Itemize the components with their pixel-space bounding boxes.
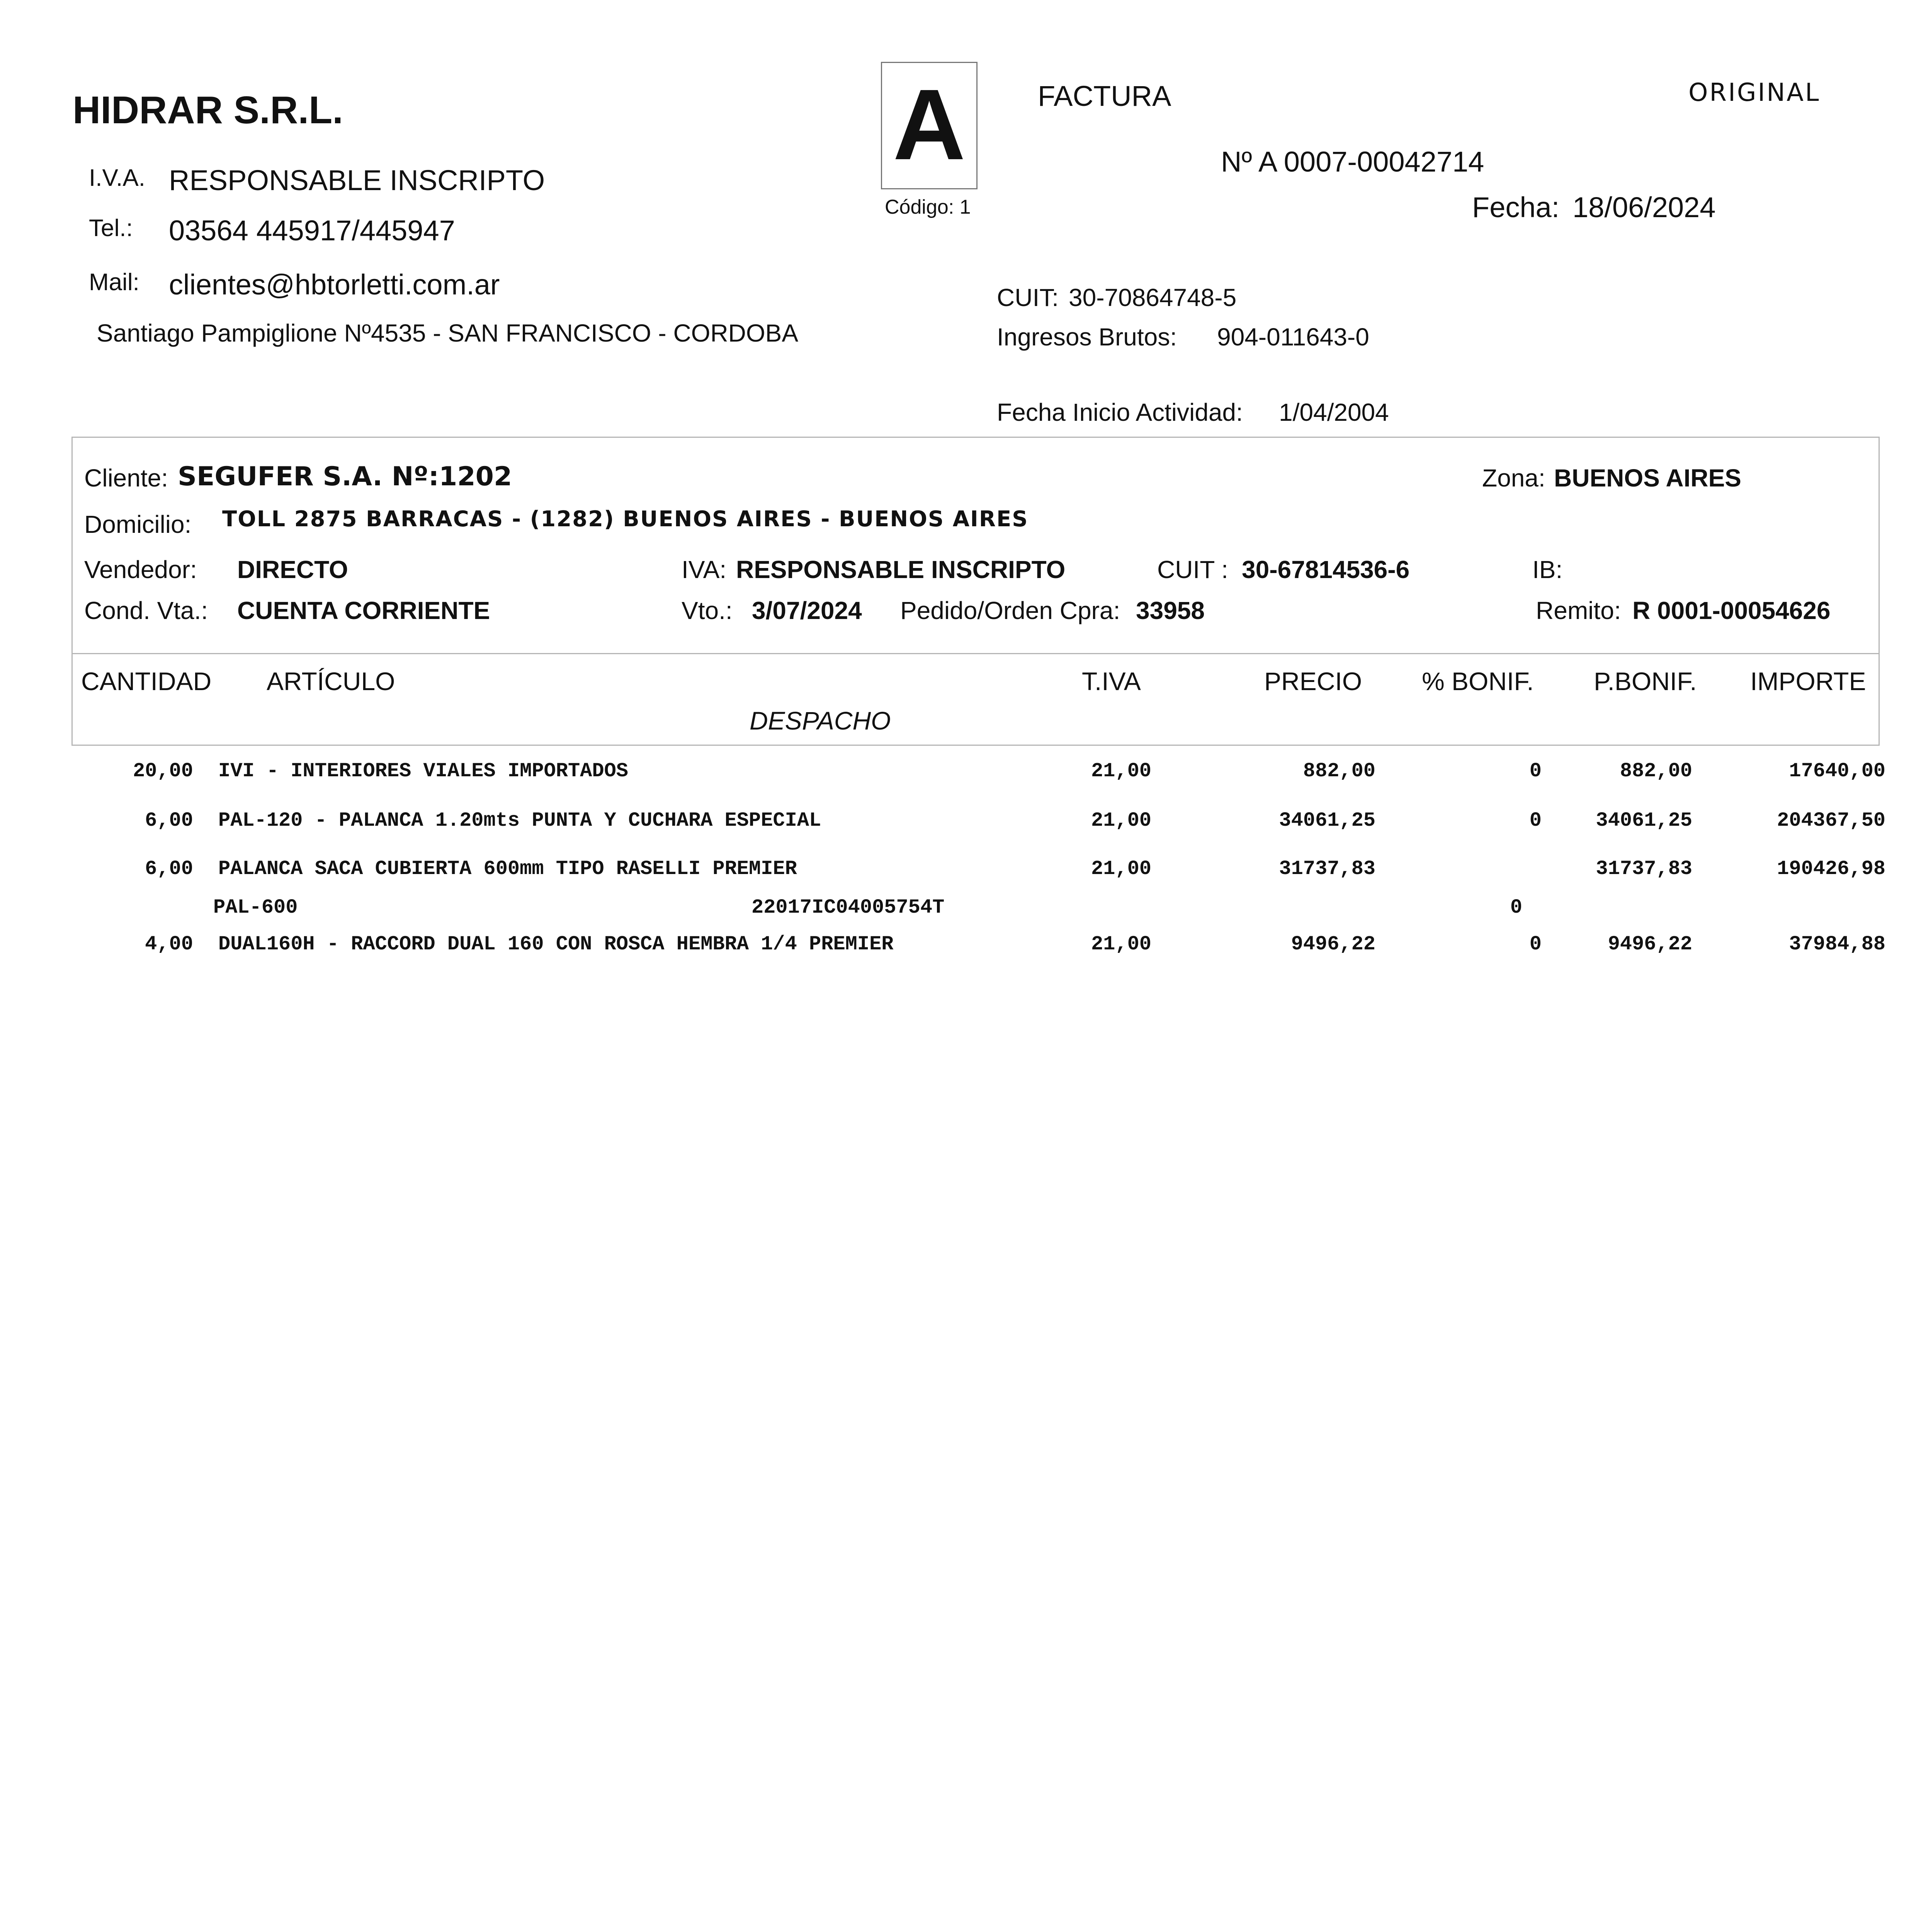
invoice-date-label: Fecha: (1472, 191, 1560, 223)
item-amount: 17640,00 (1789, 760, 1885, 782)
client-box-divider (71, 653, 1880, 654)
company-mail-label: Mail: (89, 269, 139, 296)
company-tel-value: 03564 445917/445947 (169, 214, 455, 247)
company-mail-value: clientes@hbtorletti.com.ar (169, 269, 500, 301)
item-amount: 204367,50 (1777, 809, 1885, 832)
invoice-number: Nº A 0007-00042714 (1221, 146, 1484, 178)
item-amount: 190426,98 (1777, 857, 1885, 880)
client-address: TOLL 2875 BARRACAS - (1282) BUENOS AIRES - BUENOS AIRES (222, 507, 1029, 532)
remito-label: Remito: (1536, 597, 1621, 624)
seller-label: Vendedor: (84, 556, 197, 583)
item-qty: 4,00 (145, 933, 193, 956)
address-label: Domicilio: (84, 510, 192, 538)
seller-value: DIRECTO (237, 556, 348, 583)
col-bonif: % BONIF. (1422, 667, 1534, 696)
remito-value: R 0001-00054626 (1632, 597, 1831, 624)
invoice-date-value: 18/06/2024 (1573, 191, 1716, 223)
item-qty: 6,00 (145, 809, 193, 832)
item-qty: 20,00 (133, 760, 193, 782)
item-price: 9496,22 (1291, 933, 1375, 956)
item-description: PAL-120 - PALANCA 1.20mts PUNTA Y CUCHARA ESPECIAL (218, 809, 821, 832)
item-pbonif: 882,00 (1620, 760, 1692, 782)
item-pbonif: 34061,25 (1596, 809, 1692, 832)
item-tiva: 21,00 (1091, 760, 1151, 782)
due-date-value: 3/07/2024 (752, 597, 862, 624)
item-price: 31737,83 (1279, 857, 1375, 880)
client-ib-label: IB: (1532, 556, 1563, 583)
payment-terms-label: Cond. Vta.: (84, 597, 208, 624)
col-precio: PRECIO (1264, 667, 1362, 696)
col-cantidad: CANTIDAD (81, 667, 212, 696)
activity-start-label: Fecha Inicio Actividad: (997, 398, 1243, 426)
col-tiva: T.IVA (1082, 667, 1141, 696)
client-cuit-value: 30-67814536-6 (1242, 556, 1410, 583)
client-label: Cliente: (84, 464, 168, 492)
company-iva-value: RESPONSABLE INSCRIPTO (169, 164, 545, 196)
item-bonif: 0 (1529, 809, 1542, 832)
item-price: 882,00 (1303, 760, 1375, 782)
invoice-title: FACTURA (1038, 80, 1171, 112)
order-value: 33958 (1136, 597, 1205, 624)
item-qty: 6,00 (145, 857, 193, 880)
zone-label: Zona: (1482, 464, 1545, 492)
col-importe: IMPORTE (1750, 667, 1866, 696)
item-sub-bonif: 0 (1510, 896, 1522, 919)
company-iva-label: I.V.A. (89, 165, 145, 191)
item-description: DUAL160H - RACCORD DUAL 160 CON ROSCA HEMBRA 1/4 PREMIER (218, 933, 894, 956)
item-tiva: 21,00 (1091, 857, 1151, 880)
invoice-letter: A (893, 69, 966, 181)
item-amount: 37984,88 (1789, 933, 1885, 956)
item-description: IVI - INTERIORES VIALES IMPORTADOS (218, 760, 628, 782)
seller-cuit-value: 30-70864748-5 (1069, 284, 1237, 311)
zone-value: BUENOS AIRES (1554, 464, 1741, 492)
item-bonif: 0 (1529, 933, 1542, 956)
item-bonif: 0 (1529, 760, 1542, 782)
client-iva-label: IVA: (682, 556, 727, 583)
invoice-copy: ORIGINAL (1688, 78, 1821, 107)
invoice-code: Código: 1 (885, 196, 971, 218)
company-tel-label: Tel.: (89, 215, 133, 242)
seller-ib-value: 904-011643-0 (1217, 323, 1369, 351)
col-articulo: ARTÍCULO (267, 667, 395, 696)
invoice-letter-box (881, 62, 978, 189)
client-cuit-label: CUIT : (1157, 556, 1228, 583)
client-name: SEGUFER S.A. Nº:1202 (178, 461, 512, 492)
col-pbonif: P.BONIF. (1594, 667, 1697, 696)
item-description: PALANCA SACA CUBIERTA 600mm TIPO RASELLI PREMIER (218, 857, 797, 880)
seller-ib-label: Ingresos Brutos: (997, 323, 1177, 351)
company-name: HIDRAR S.R.L. (73, 88, 343, 132)
activity-start-value: 1/04/2004 (1279, 398, 1389, 426)
seller-cuit-label: CUIT: (997, 284, 1059, 311)
item-sub-code: PAL-600 (213, 896, 298, 919)
order-label: Pedido/Orden Cpra: (900, 597, 1120, 624)
payment-terms-value: CUENTA CORRIENTE (237, 597, 490, 624)
col-despacho: DESPACHO (750, 706, 891, 735)
company-address: Santiago Pampiglione Nº4535 - SAN FRANCISCO - CORDOBA (97, 319, 799, 347)
item-despacho: 22017IC04005754T (751, 896, 945, 919)
item-pbonif: 31737,83 (1596, 857, 1692, 880)
item-tiva: 21,00 (1091, 809, 1151, 832)
item-tiva: 21,00 (1091, 933, 1151, 956)
client-iva-value: RESPONSABLE INSCRIPTO (736, 556, 1066, 583)
item-pbonif: 9496,22 (1608, 933, 1692, 956)
due-date-label: Vto.: (682, 597, 733, 624)
item-price: 34061,25 (1279, 809, 1375, 832)
